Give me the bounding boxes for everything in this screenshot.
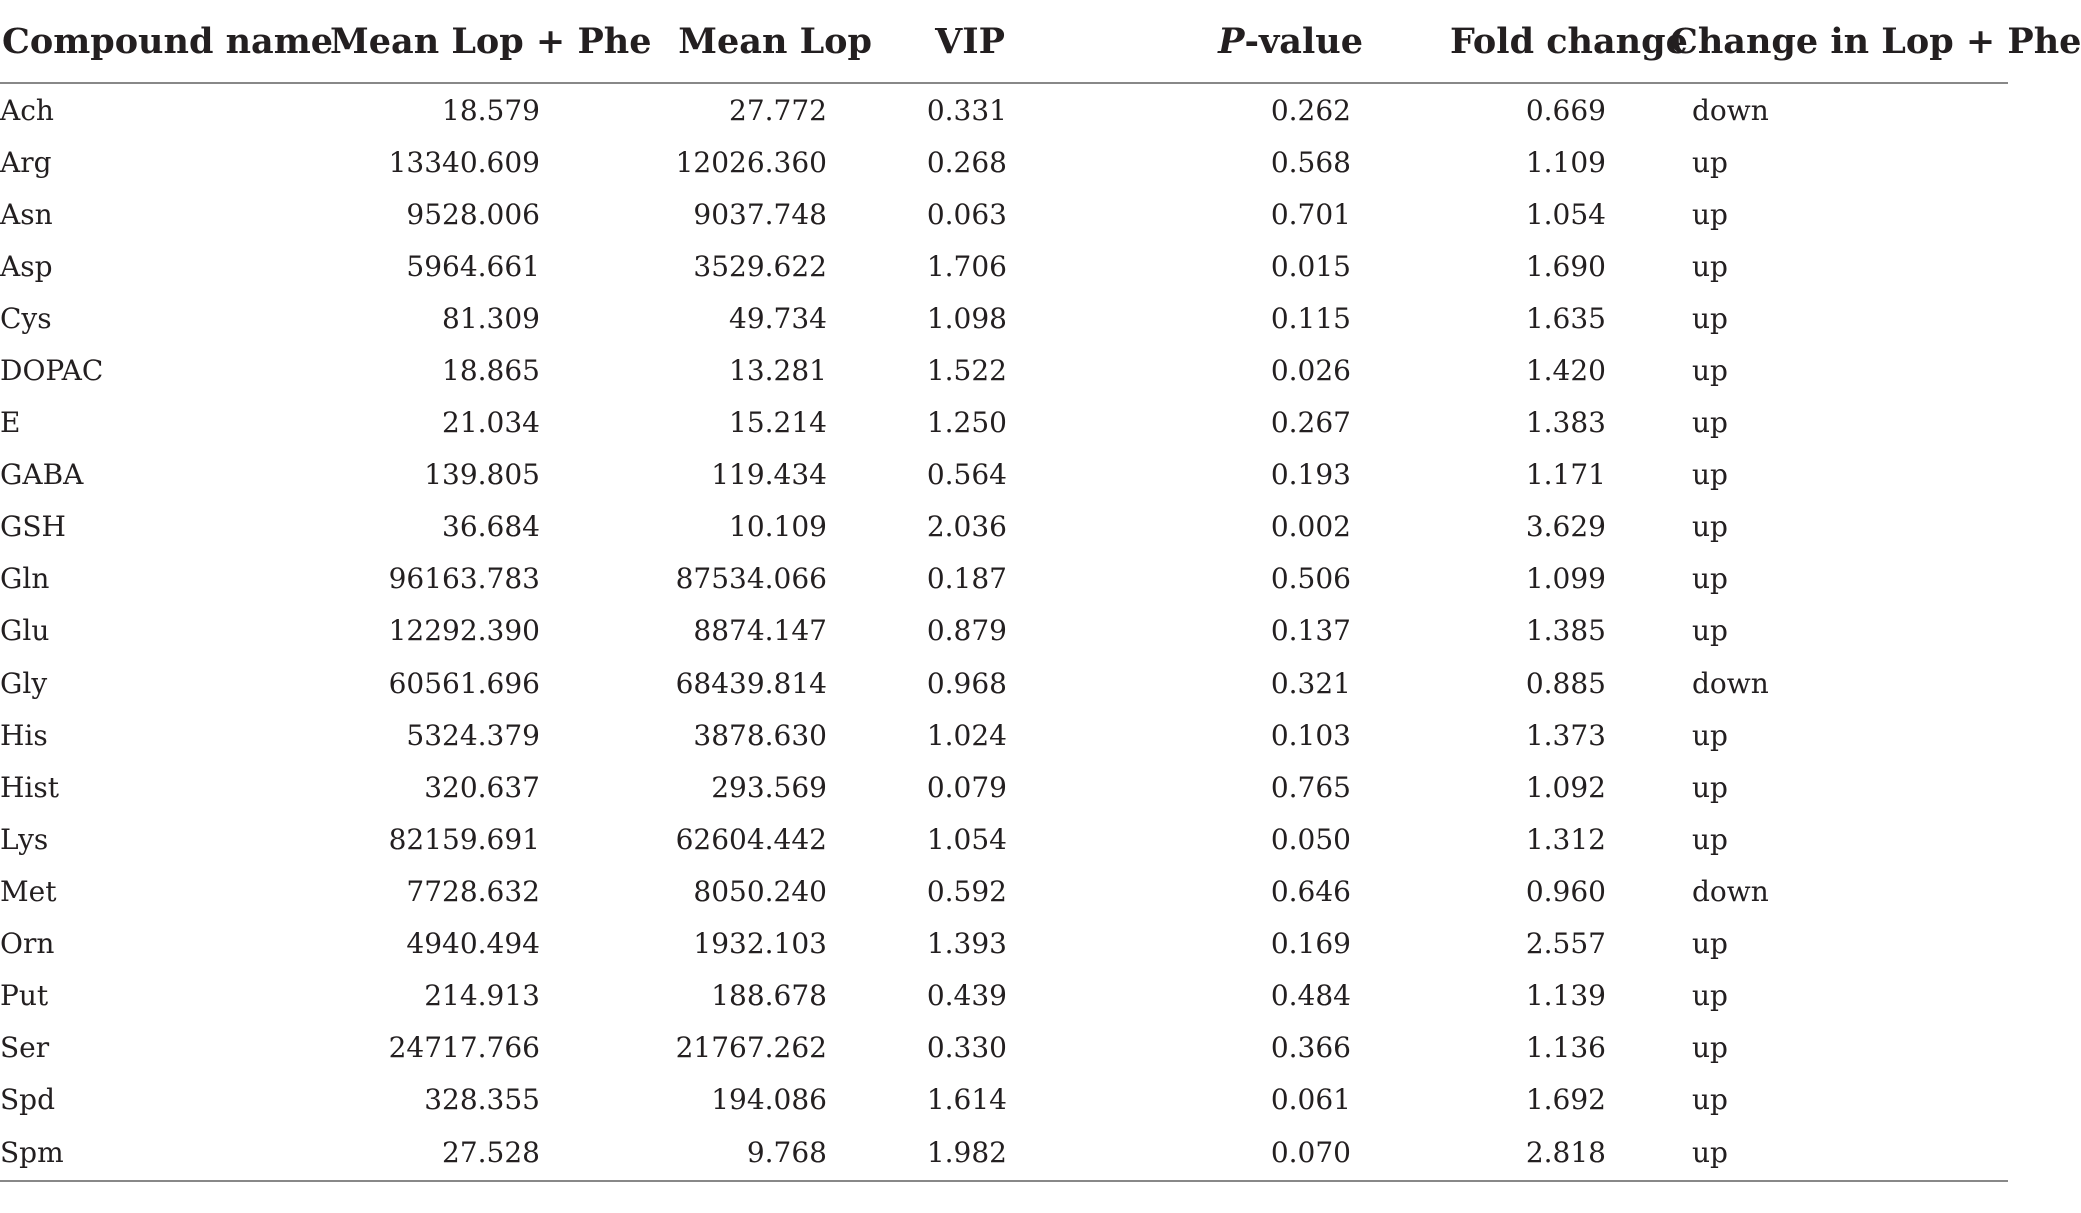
- cell-p-value: 0.070: [1180, 1126, 1450, 1181]
- table-row: [0, 657, 2008, 709]
- header-fold-change: Fold change: [1450, 0, 1670, 83]
- cell-compound-name: His: [0, 718, 48, 752]
- cell-p-value: 0.193: [1270, 458, 1351, 492]
- cell-mean-lop-phe: 5324.379: [406, 718, 540, 752]
- cell-fold-change: 3.629: [1525, 510, 1606, 544]
- cell-mean-lop-phe: 18.865: [442, 354, 540, 388]
- table-row: [0, 292, 2008, 344]
- cell-compound-name: Spm: [0, 1126, 330, 1181]
- cell-mean-lop-phe: 24717.766: [388, 1031, 540, 1065]
- cell-compound-name: Gly: [0, 666, 48, 700]
- cell-p-value: 0.568: [1270, 145, 1351, 179]
- cell-fold-change: 1.690: [1525, 249, 1606, 283]
- cell-vip: 1.522: [926, 354, 1007, 388]
- cell-mean-lop: 87534.066: [675, 562, 827, 596]
- cell-p-value: 0.137: [1270, 614, 1351, 648]
- cell-change: up: [1670, 1126, 2008, 1181]
- cell-fold-change: 1.109: [1525, 145, 1606, 179]
- cell-fold-change: 1.171: [1525, 458, 1606, 492]
- cell-change: up: [1692, 301, 1728, 335]
- cell-compound-name: Asn: [0, 197, 53, 231]
- cell-change: up: [1692, 354, 1728, 388]
- table-row: [0, 605, 2008, 657]
- cell-compound-name: Spd: [0, 1083, 56, 1117]
- cell-p-value: 0.765: [1270, 770, 1351, 804]
- cell-mean-lop-phe: 18.579: [442, 93, 540, 127]
- cell-p-value: 0.115: [1270, 301, 1351, 335]
- cell-vip: 0.330: [926, 1031, 1007, 1065]
- cell-vip: 1.982: [920, 1126, 1180, 1181]
- cell-p-value: 0.646: [1270, 874, 1351, 908]
- header-p-value: [1180, 0, 1450, 83]
- cell-compound-name: Gln: [0, 562, 50, 596]
- cell-fold-change: 1.385: [1525, 614, 1606, 648]
- cell-p-value: 0.103: [1270, 718, 1351, 752]
- cell-p-value: 0.050: [1270, 822, 1351, 856]
- cell-vip: 0.564: [926, 458, 1007, 492]
- cell-mean-lop-phe: 9528.006: [406, 197, 540, 231]
- cell-fold-change: 1.692: [1525, 1083, 1606, 1117]
- cell-mean-lop-phe: 82159.691: [388, 822, 540, 856]
- cell-compound-name: Ser: [0, 1031, 50, 1065]
- cell-mean-lop: 8874.147: [693, 614, 827, 648]
- cell-vip: 1.614: [926, 1083, 1007, 1117]
- cell-vip: 0.592: [926, 874, 1007, 908]
- cell-mean-lop: 293.569: [711, 770, 827, 804]
- cell-mean-lop: 12026.360: [675, 145, 827, 179]
- cell-fold-change: 0.960: [1525, 874, 1606, 908]
- cell-mean-lop-phe: 27.528: [330, 1126, 630, 1181]
- cell-vip: 0.439: [926, 979, 1007, 1013]
- table-row: [0, 970, 2008, 1022]
- cell-mean-lop: 68439.814: [675, 666, 827, 700]
- cell-mean-lop: 8050.240: [693, 874, 827, 908]
- cell-vip: 1.054: [926, 822, 1007, 856]
- header-mean-lop: Mean Lop: [630, 0, 920, 83]
- cell-mean-lop-phe: 36.684: [442, 510, 540, 544]
- cell-change: up: [1692, 197, 1728, 231]
- cell-compound-name: E: [0, 406, 21, 440]
- cell-mean-lop: 3878.630: [693, 718, 827, 752]
- header-p-value-italic: P: [1218, 20, 1245, 62]
- cell-vip: 1.706: [926, 249, 1007, 283]
- cell-change: up: [1692, 562, 1728, 596]
- cell-change: up: [1692, 249, 1728, 283]
- cell-vip: 1.098: [926, 301, 1007, 335]
- cell-mean-lop-phe: 96163.783: [388, 562, 540, 596]
- table-row: [0, 709, 2008, 761]
- cell-compound-name: Asp: [0, 249, 53, 283]
- cell-change: up: [1692, 718, 1728, 752]
- table-row: [0, 83, 2008, 136]
- cell-p-value: 0.026: [1270, 354, 1351, 388]
- cell-mean-lop: 9.768: [630, 1126, 920, 1181]
- cell-p-value: 0.262: [1270, 93, 1351, 127]
- cell-mean-lop: 13.281: [729, 354, 827, 388]
- table-row: [0, 553, 2008, 605]
- cell-mean-lop-phe: 21.034: [442, 406, 540, 440]
- cell-compound-name: Ach: [0, 93, 54, 127]
- cell-fold-change: 1.139: [1525, 979, 1606, 1013]
- cell-compound-name: Arg: [0, 145, 52, 179]
- cell-mean-lop-phe: 320.637: [424, 770, 540, 804]
- header-change: Change in Lop + Phe: [1670, 0, 2008, 83]
- cell-mean-lop-phe: 139.805: [424, 458, 540, 492]
- cell-p-value: 0.321: [1270, 666, 1351, 700]
- table-row: [0, 865, 2008, 917]
- cell-change: up: [1692, 614, 1728, 648]
- cell-fold-change: 0.885: [1525, 666, 1606, 700]
- cell-vip: 0.968: [926, 666, 1007, 700]
- cell-p-value: 0.061: [1270, 1083, 1351, 1117]
- cell-p-value: 0.701: [1270, 197, 1351, 231]
- cell-change: up: [1692, 822, 1728, 856]
- cell-mean-lop-phe: 7728.632: [406, 874, 540, 908]
- cell-p-value: 0.366: [1270, 1031, 1351, 1065]
- cell-compound-name: Cys: [0, 301, 52, 335]
- cell-mean-lop-phe: 12292.390: [388, 614, 540, 648]
- cell-fold-change: 2.818: [1450, 1126, 1670, 1181]
- cell-compound-name: Hist: [0, 770, 59, 804]
- cell-compound-name: Orn: [0, 927, 55, 961]
- cell-p-value: 0.002: [1270, 510, 1351, 544]
- cell-change: up: [1692, 1083, 1728, 1117]
- cell-mean-lop: 3529.622: [693, 249, 827, 283]
- cell-fold-change: 1.635: [1525, 301, 1606, 335]
- cell-mean-lop: 119.434: [711, 458, 827, 492]
- cell-p-value: 0.484: [1270, 979, 1351, 1013]
- cell-fold-change: 1.420: [1525, 354, 1606, 388]
- cell-mean-lop-phe: 13340.609: [388, 145, 540, 179]
- cell-change: down: [1692, 874, 1769, 908]
- cell-compound-name: Met: [0, 874, 57, 908]
- cell-mean-lop: 1932.103: [693, 927, 827, 961]
- cell-mean-lop-phe: 81.309: [442, 301, 540, 335]
- cell-change: up: [1692, 979, 1728, 1013]
- cell-change: up: [1692, 1031, 1728, 1065]
- cell-vip: 0.331: [926, 93, 1007, 127]
- cell-fold-change: 0.669: [1525, 93, 1606, 127]
- table-row: [0, 1074, 2008, 1126]
- cell-mean-lop: 27.772: [729, 93, 827, 127]
- header-p-value-suffix: -value: [1244, 20, 1363, 62]
- cell-p-value: 0.169: [1270, 927, 1351, 961]
- table-row: [0, 1022, 2008, 1074]
- cell-change: up: [1692, 406, 1728, 440]
- header-mean-lop-phe: Mean Lop + Phe: [330, 0, 630, 83]
- cell-compound-name: DOPAC: [0, 354, 104, 388]
- cell-mean-lop-phe: 328.355: [424, 1083, 540, 1117]
- cell-change: up: [1692, 145, 1728, 179]
- cell-mean-lop: 21767.262: [675, 1031, 827, 1065]
- cell-vip: 0.187: [926, 562, 1007, 596]
- cell-compound-name: Glu: [0, 614, 50, 648]
- table-row: [0, 918, 2008, 970]
- cell-mean-lop: 15.214: [729, 406, 827, 440]
- cell-mean-lop-phe: 4940.494: [406, 927, 540, 961]
- cell-fold-change: 1.099: [1525, 562, 1606, 596]
- table-row: [0, 813, 2008, 865]
- cell-vip: 2.036: [926, 510, 1007, 544]
- table-body: [0, 83, 2008, 1181]
- header-vip: VIP: [920, 0, 1180, 83]
- cell-fold-change: 1.373: [1525, 718, 1606, 752]
- cell-p-value: 0.506: [1270, 562, 1351, 596]
- cell-change: up: [1692, 510, 1728, 544]
- cell-change: up: [1692, 927, 1728, 961]
- cell-change: down: [1692, 666, 1769, 700]
- header-row: [0, 0, 2008, 83]
- cell-compound-name: Lys: [0, 822, 49, 856]
- cell-compound-name: Put: [0, 979, 49, 1013]
- cell-fold-change: 1.054: [1525, 197, 1606, 231]
- cell-mean-lop: 10.109: [729, 510, 827, 544]
- cell-mean-lop-phe: 60561.696: [388, 666, 540, 700]
- cell-mean-lop-phe: 5964.661: [406, 249, 540, 283]
- table-row: [0, 761, 2008, 813]
- cell-mean-lop-phe: 214.913: [424, 979, 540, 1013]
- cell-fold-change: 1.383: [1525, 406, 1606, 440]
- table-row: [0, 136, 2008, 188]
- cell-vip: 0.063: [926, 197, 1007, 231]
- cell-compound-name: GSH: [0, 510, 66, 544]
- cell-mean-lop: 9037.748: [693, 197, 827, 231]
- cell-vip: 1.024: [926, 718, 1007, 752]
- cell-fold-change: 1.092: [1525, 770, 1606, 804]
- cell-vip: 0.268: [926, 145, 1007, 179]
- cell-mean-lop: 188.678: [711, 979, 827, 1013]
- cell-vip: 0.079: [926, 770, 1007, 804]
- cell-change: down: [1692, 93, 1769, 127]
- table-row: [0, 188, 2008, 240]
- table-row: [0, 1126, 2008, 1181]
- table-row: [0, 449, 2008, 501]
- cell-vip: 1.393: [926, 927, 1007, 961]
- header-compound-name: Compound name: [0, 0, 330, 83]
- cell-fold-change: 2.557: [1525, 927, 1606, 961]
- cell-p-value: 0.267: [1270, 406, 1351, 440]
- cell-vip: 1.250: [926, 406, 1007, 440]
- cell-mean-lop: 62604.442: [675, 822, 827, 856]
- cell-compound-name: GABA: [0, 458, 84, 492]
- cell-fold-change: 1.312: [1525, 822, 1606, 856]
- cell-vip: 0.879: [926, 614, 1007, 648]
- cell-p-value: 0.015: [1270, 249, 1351, 283]
- table-row: [0, 344, 2008, 396]
- table-row: [0, 240, 2008, 292]
- table-header: [0, 0, 2081, 83]
- cell-fold-change: 1.136: [1525, 1031, 1606, 1065]
- cell-change: up: [1692, 770, 1728, 804]
- table-row: [0, 501, 2008, 553]
- cell-mean-lop: 194.086: [711, 1083, 827, 1117]
- cell-change: up: [1692, 458, 1728, 492]
- cell-mean-lop: 49.734: [729, 301, 827, 335]
- table-row: [0, 397, 2008, 449]
